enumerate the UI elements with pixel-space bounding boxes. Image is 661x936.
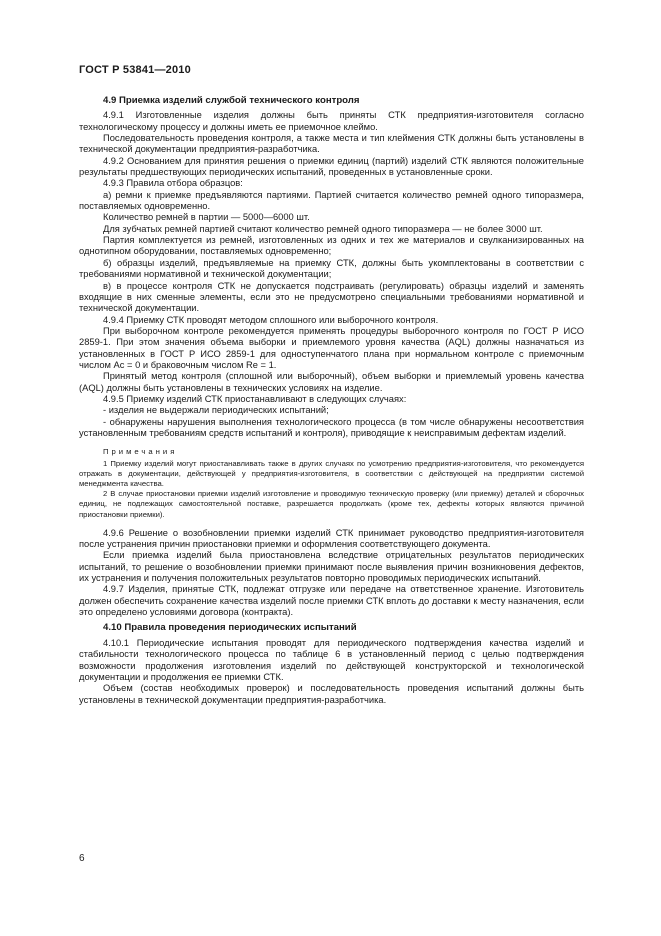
paragraph: 4.9.6 Решение о возобновлении приемки изделий СТК принимает руководство предприятия-изготовителя после устранения причин приостановки приемки и оформления соответствующего документа. [79, 527, 584, 550]
list-item: - обнаружены нарушения выполнения технологического процесса (в том числе обнаружены несоответствия установленным требованиям средств испытаний и контроля), приводящие к неисправимым дефектам изделий. [79, 416, 584, 438]
document-header: ГОСТ Р 53841—2010 [79, 64, 191, 76]
paragraph: 4.9.4 Приемку СТК проводят методом сплошного или выборочного контроля. [103, 314, 439, 325]
paragraph: 4.9.3 Правила отбора образцов: [103, 178, 243, 189]
document-body [79, 95, 584, 706]
paragraph: Если приемка изделий была приостановлена вследствие отрицательных результатов периодических испытаний, то решение о возобновлении приемки принимают после выявления причин возникновения дефектов, их устранения и получения положительных результатов повторно проводимых периодических испытаний. [79, 550, 584, 584]
paragraph: Количество ремней в партии — 5000—6000 шт. [103, 212, 310, 223]
paragraph: Партия комплектуется из ремней, изготовленных из одних и тех же материалов и свулканизированных на однотипном оборудовании, поставляемых одновременно; [79, 235, 584, 257]
paragraph: Последовательность проведения контроля, а также места и тип клеймения СТК должны быть установлены в технической документации предприятия-разработчика. [79, 133, 584, 155]
paragraph: 4.9.5 Приемку изделий СТК приостанавливают в следующих случаях: [103, 393, 407, 404]
note-item: 1 Приемку изделий могут приостанавливать также в других случаях по усмотрению предприятия-изготовителя, что рекомендуется отражать в документации, действующей у предприятия-изготовителя, в соответствии с действующей на предприятии системой менеджмента качества. [79, 458, 584, 488]
paragraph: а) ремни к приемке предъявляются партиями. Партией считается количество ремней одного типоразмера, поставляемых одновременно. [79, 189, 584, 212]
note-item: 2 В случае приостановки приемки изделий изготовление и проводимую техническую проверку (или приемку) деталей и сборочных единиц, не подлежащих самостоятельной поставке, разрешается продолжать (кроме тех, дефекты которых являются причиной приостановки приемки). [79, 489, 584, 519]
page-number: 6 [79, 853, 85, 864]
paragraph: При выборочном контроле рекомендуется применять процедуры выборочного контроля по ГОСТ Р ИСО 2859-1. При этом значения объема выборки и приемлемого уровня качества (AQL) должны назначаться из установленных в ГОСТ Р ИСО 2859-1 для одноступенчатого плана при нормальном контроле с приемочным числом Ac = 0 и браковочным числом Re = 1. [79, 325, 584, 370]
paragraph: 4.10.1 Периодические испытания проводят для периодического подтверждения качества изделий и стабильности технологического процесса по таблице 6 в установленный период с целью подтверждения возможности продолжения изготовления изделий по действующей конструкторской и технологической документации и продолжения ее приемки СТК. [79, 637, 584, 682]
paragraph: Для зубчатых ремней партией считают количество ремней одного типоразмера — не более 3000 шт. [103, 223, 543, 234]
paragraph: 4.9.7 Изделия, принятые СТК, подлежат отгрузке или передаче на ответственное хранение. Изготовитель должен обеспечить сохранение качества изделий после приемки СТК вплоть до доставки к месту назначения, если это определено условиями договора (контракта). [79, 584, 584, 618]
paragraph: 4.9.2 Основанием для принятия решения о приемки единиц (партий) изделий СТК являются положительные результаты предшествующих периодических испытаний, проведенных в установленные сроки. [79, 155, 584, 178]
paragraph: Принятый метод контроля (сплошной или выборочный), объем выборки и приемлемый уровень качества (AQL) должны быть установлены в технических условиях на изделие. [79, 371, 584, 393]
section-heading-4-10: 4.10 Правила проведения периодических испытаний [103, 622, 357, 634]
paragraph: в) в процессе контроля СТК не допускается подстраивать (регулировать) образцы изделий и заменять входящие в них сменные элементы, если это не предусмотрено специальными требованиями нормативной и технической документации. [79, 280, 584, 314]
list-item: - изделия не выдержали периодических испытаний; [103, 405, 329, 416]
section-heading-4-9: 4.9 Приемка изделий службой технического контроля [103, 95, 360, 106]
paragraph: б) образцы изделий, предъявляемые на приемку СТК, должны быть укомплектованы в соответствии с требованиями нормативной и технической документации; [79, 257, 584, 280]
paragraph: 4.9.1 Изготовленные изделия должны быть приняты СТК предприятия-изготовителя согласно технологическому процессу и должны иметь ее приемочное клеймо. [79, 110, 584, 132]
paragraph: Объем (состав необходимых проверок) и последовательность проведения испытаний должны быть установлены в технической документации предприятия-разработчика. [79, 683, 584, 705]
notes-block [79, 447, 584, 519]
notes-title: Примечания [103, 447, 178, 457]
